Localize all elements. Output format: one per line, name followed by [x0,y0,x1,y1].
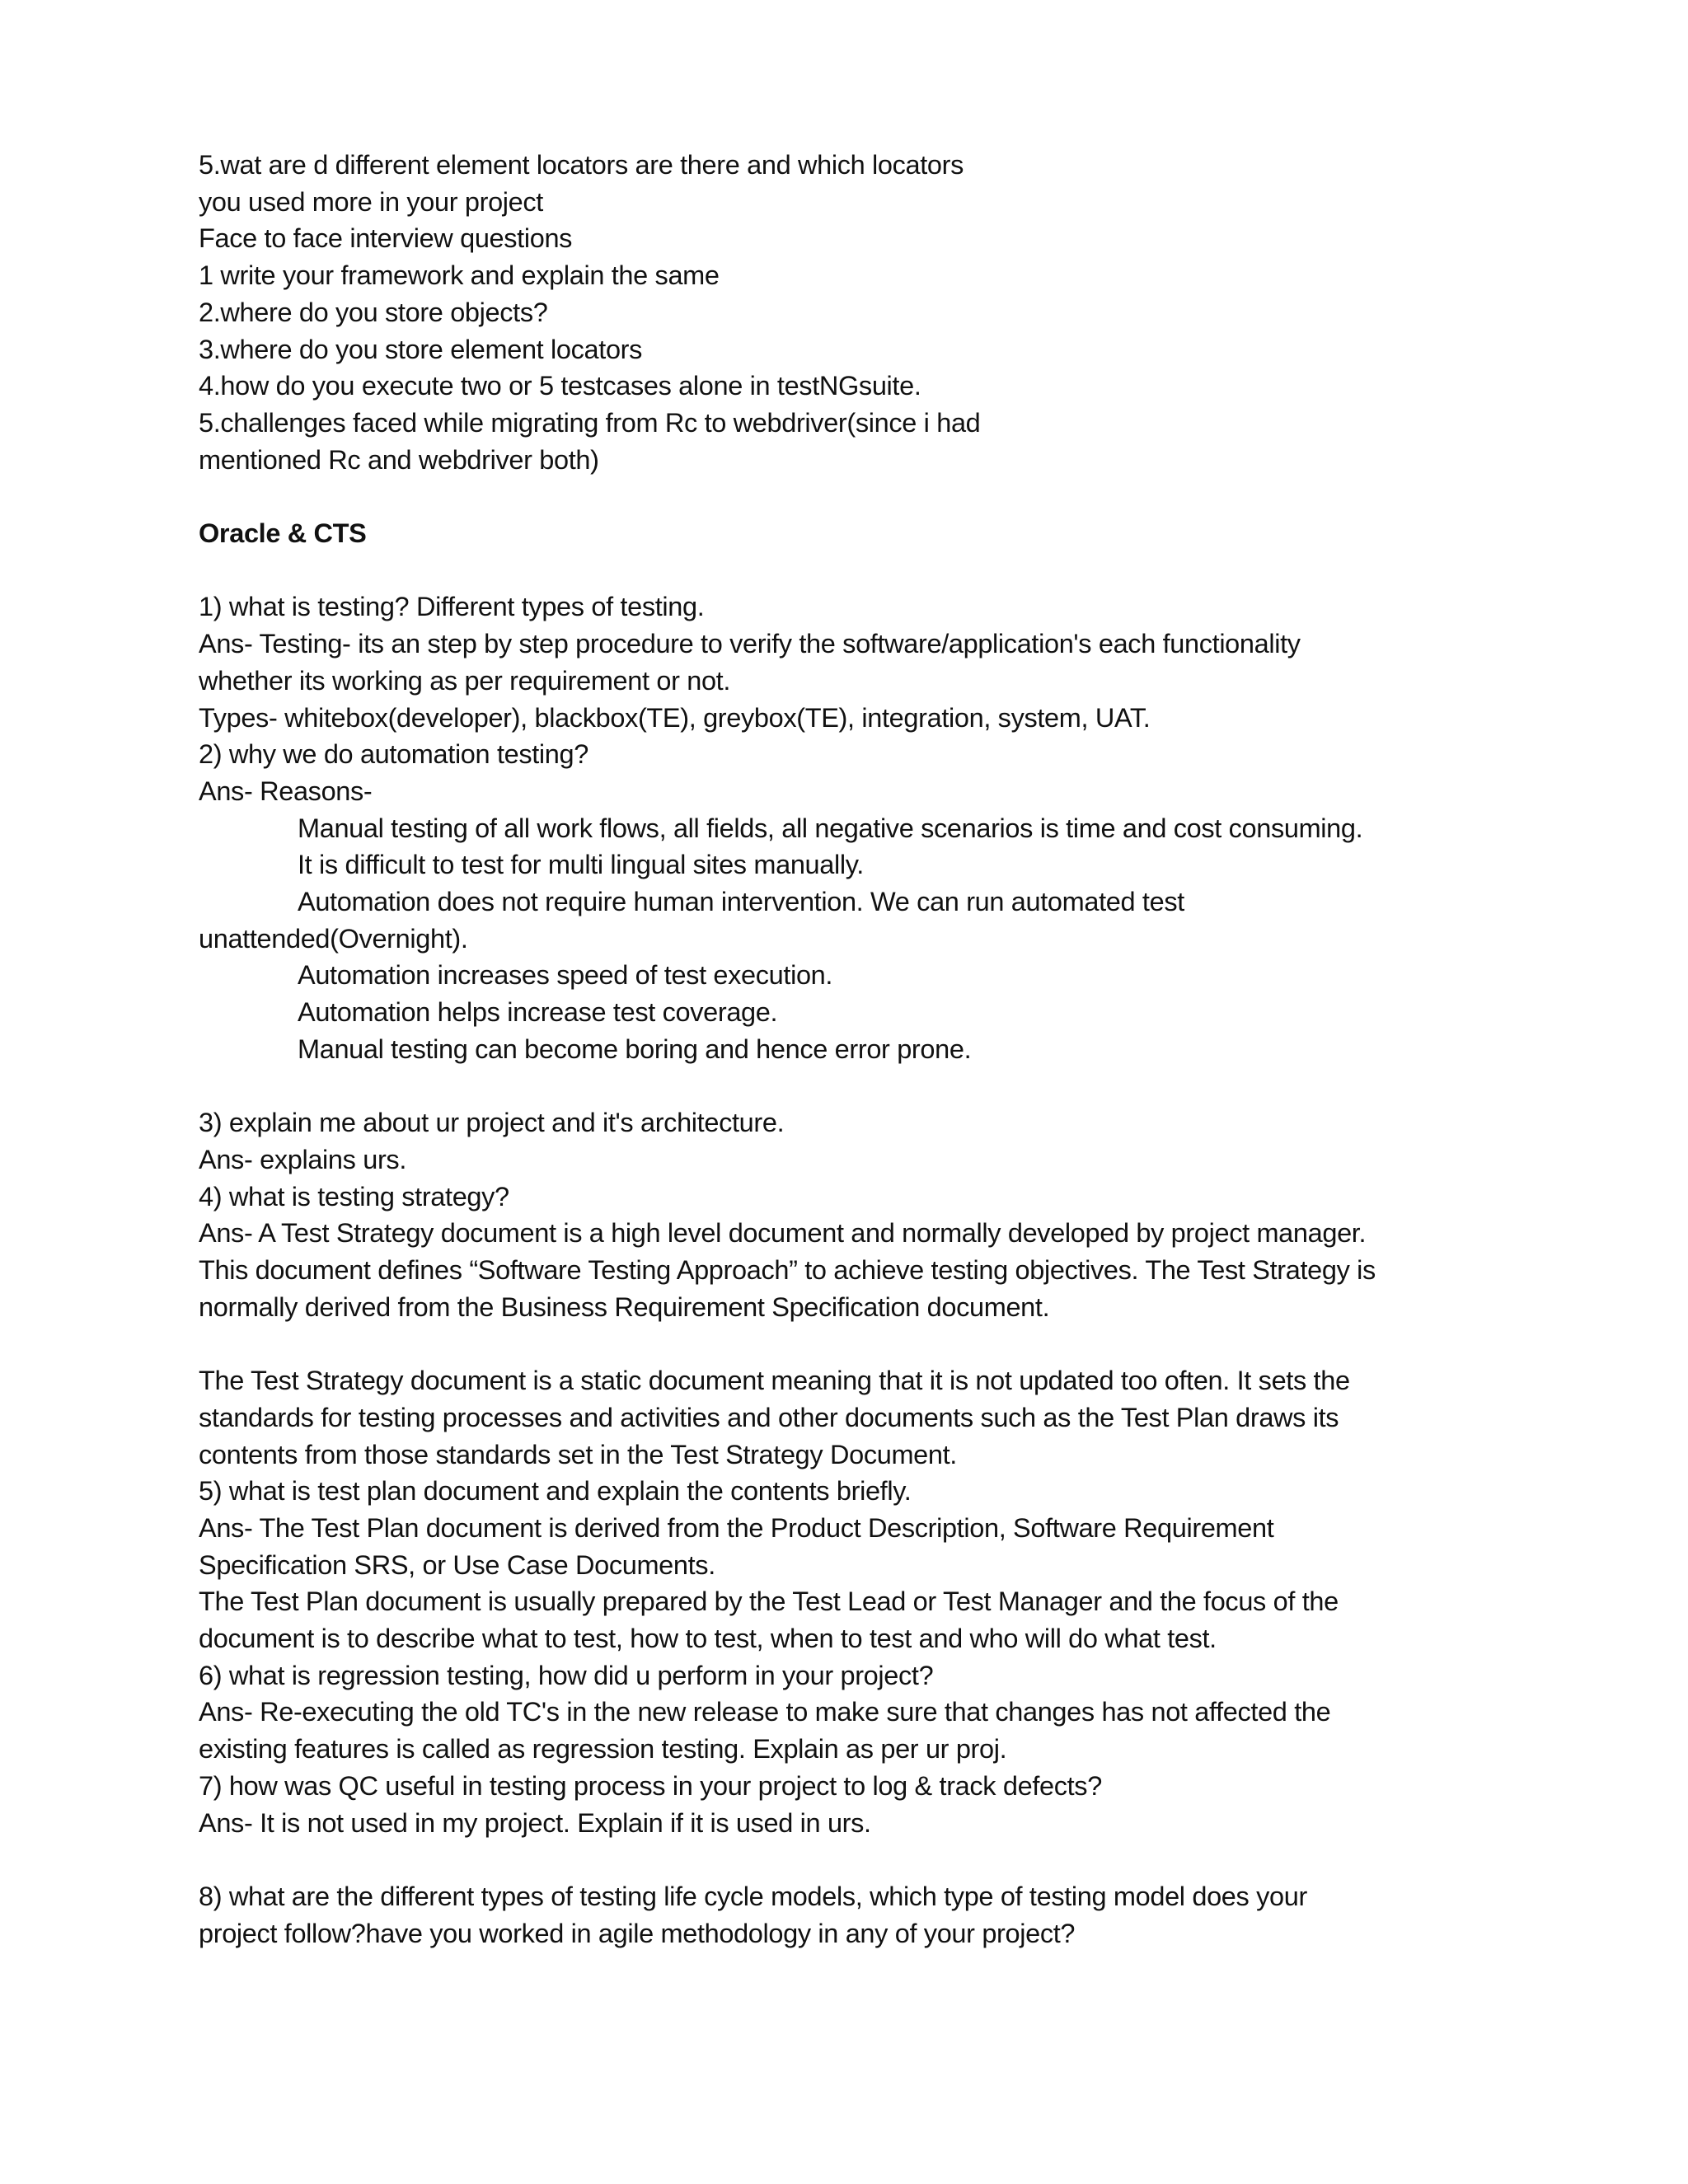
question-8: 8) what are the different types of testing life cycle models, which type of testing model does your [199,1881,1307,1911]
answer-line: Ans- explains urs. [199,1144,407,1174]
answer-line: The Test Strategy document is a static document meaning that it is not updated too often. It sets the [199,1366,1350,1396]
answer-line: whether its working as per requirement or not. [199,665,731,696]
answer-line: document is to describe what to test, how to test, when to test and who will do what test. [199,1624,1217,1654]
text-line: mentioned Rc and webdriver both) [199,444,599,475]
document-page [199,147,1484,1952]
question-2: 2) why we do automation testing? [199,739,588,770]
text-line: 5.wat are d different element locators are there and which locators [199,150,964,180]
spacer [199,1325,1484,1362]
answer-line: Ans- It is not used in my project. Explain if it is used in urs. [199,1807,871,1838]
spacer [199,1068,1484,1105]
question-6: 6) what is regression testing, how did u perform in your project? [199,1660,934,1690]
reason-item: Automation does not require human intervention. We can run automated test [298,887,1184,917]
question-8-continued: project follow?have you worked in agile methodology in any of your project? [199,1918,1076,1948]
answer-line: contents from those standards set in the Test Strategy Document. [199,1439,957,1469]
question-7: 7) how was QC useful in testing process in your project to log & track defects? [199,1770,1102,1801]
answer-line: Types- whitebox(developer), blackbox(TE), greybox(TE), integration, system, UAT. [199,702,1151,733]
question-4: 4) what is testing strategy? [199,1181,509,1212]
answer-line: Specification SRS, or Use Case Documents. [199,1549,715,1580]
spacer [199,552,1484,589]
spacer [199,478,1484,515]
answer-line: Ans- Re-executing the old TC's in the new release to make sure that changes has not affected the [199,1697,1331,1727]
text-line: 3.where do you store element locators [199,334,643,364]
reason-item: Manual testing of all work flows, all fields, all negative scenarios is time and cost consuming. [298,813,1363,843]
reason-item: Automation increases speed of test execution. [298,960,833,991]
reason-item: Automation helps increase test coverage. [298,997,778,1028]
reason-item-continued: unattended(Overnight). [199,923,468,954]
text-line: 4.how do you execute two or 5 testcases alone in testNGsuite. [199,371,921,401]
answer-line: This document defines “Software Testing Approach” to achieve testing objectives. The Test Strategy is [199,1255,1376,1286]
answer-line: Ans- The Test Plan document is derived from the Product Description, Software Requirement [199,1512,1274,1543]
answer-line: Ans- A Test Strategy document is a high level document and normally developed by project manager. [199,1218,1367,1249]
answer-line: normally derived from the Business Requirement Specification document. [199,1291,1050,1322]
text-line: 2.where do you store objects? [199,297,548,327]
question-1: 1) what is testing? Different types of testing. [199,592,705,622]
reason-item: Manual testing can become boring and hence error prone. [298,1033,972,1064]
answer-line: Ans- Reasons- [199,776,373,806]
text-line: you used more in your project [199,186,543,217]
spacer [199,1841,1484,1878]
answer-line: existing features is called as regression testing. Explain as per ur proj. [199,1734,1007,1765]
text-line: 1 write your framework and explain the same [199,260,720,291]
section-heading: Oracle & CTS [199,518,367,549]
reason-item: It is difficult to test for multi lingual sites manually. [298,850,864,880]
text-line: Face to face interview questions [199,223,573,254]
answer-line: standards for testing processes and activities and other documents such as the Test Plan draws its [199,1402,1339,1432]
answer-line: The Test Plan document is usually prepared by the Test Lead or Test Manager and the focus of the [199,1586,1339,1617]
question-3: 3) explain me about ur project and it's architecture. [199,1108,785,1138]
text-line: 5.challenges faced while migrating from Rc to webdriver(since i had [199,407,981,438]
question-5: 5) what is test plan document and explain the contents briefly. [199,1476,912,1507]
answer-line: Ans- Testing- its an step by step procedure to verify the software/application's each functionality [199,629,1301,659]
